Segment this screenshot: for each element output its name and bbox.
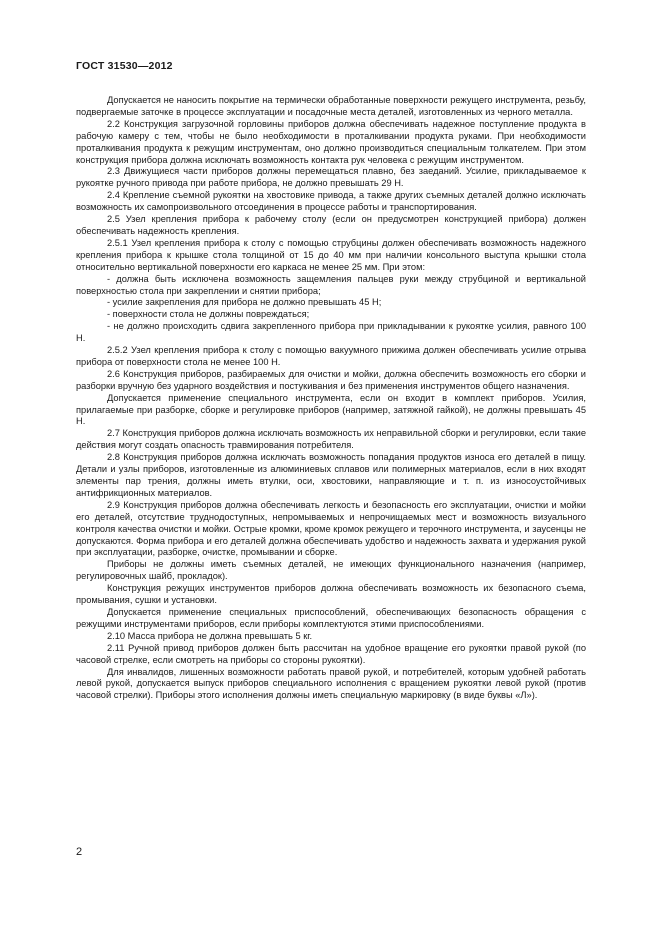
paragraph: Для инвалидов, лишенных возможности работать правой рукой, и потребителей, которым удобней работать левой рукой, допускается выпуск приборов специального исполнения с вращением рукоятки левой рукой (против часовой стрелки). Приборы этого исполнения должны иметь специальную маркировку (в виде буквы «Л»). (76, 666, 586, 701)
paragraph: 2.5 Узел крепления прибора к рабочему столу (если он предусмотрен конструкцией прибора) должен обеспечивать надежность крепления. (76, 214, 586, 236)
list-item: - должна быть исключена возможность защемления пальцев руки между струбциной и вертикальной поверхностью стола при закреплении и снятии прибора; (76, 273, 586, 296)
list-item: - не должно происходить сдвига закрепленного прибора при прикладывании к рукоятке усилия, равного 100 Н. (76, 321, 586, 344)
paragraph: 2.2 Конструкция загрузочной горловины приборов должна обеспечивать надежное поступление продукта в рабочую камеру с тем, чтобы не было необходимости в проталкивании продукта руками. При необходимости проталкивания продукта к режущим инструментам, оно должно производиться специальным толкателем. При этом конструкция прибора должна исключать возможность контакта рук человека с режущим инструментом. (76, 118, 586, 165)
paragraph: 2.5.1 Узел крепления прибора к столу с помощью струбцины должен обеспечивать возможность надежного крепления прибора к крышке стола толщиной от 15 до 40 мм при наличии консольного выступа крышки стола относительно вертикальной поверхности его каркаса не менее 25 мм. При этом: (76, 237, 586, 272)
document-body (76, 95, 586, 702)
paragraph: 2.10 Масса прибора не должна превышать 5 кг. (107, 630, 313, 641)
page-number: 2 (76, 846, 83, 858)
paragraph: 2.7 Конструкция приборов должна исключать возможность их неправильной сборки и регулировки, если такие действия могут создать опасность травмирования потребителя. (76, 428, 586, 451)
paragraph: Приборы не должны иметь съемных деталей, не имеющих функционального назначения (например, регулировочных шайб, прокладок). (76, 559, 586, 582)
paragraph: 2.9 Конструкция приборов должна обеспечивать легкость и безопасность его эксплуатации, очистки и мойки его деталей, отсутствие труднодоступных, непромываемых и непрочищаемых мест и возможность визуального контроля качества очистки и мойки. Острые кромки, кроме кромок режущего и терочного инструмента, и заусенцы не допускаются. Форма прибора и его деталей должна обеспечивать удобство и надежность захвата и удержания рукой при эксплуатации, разборке, очистке, промывании и сборке. (76, 499, 586, 558)
paragraph: Допускается не наносить покрытие на термически обработанные поверхности режущего инструмента, резьбу, подвергаемые заточке в процессе эксплуатации и посадочные места деталей, изготовленных из черного металла. (76, 95, 586, 117)
paragraph: Допускается применение специального инструмента, если он входит в комплект приборов. Усилия, прилагаемые при разборке, сборке и регулировке приборов (например, затяжной гайкой), не должны превышать 45 Н. (76, 392, 586, 427)
paragraph: 2.5.2 Узел крепления прибора к столу с помощью вакуумного прижима должен обеспечивать усилие отрыва прибора от поверхности стола не менее 100 Н. (76, 345, 586, 367)
paragraph: Конструкция режущих инструментов приборов должна обеспечивать возможность их безопасного съема, промывания, сушки и установки. (76, 583, 586, 606)
paragraph: 2.4 Крепление съемной рукоятки на хвостовике привода, а также других съемных деталей должно исключать возможность их самопроизвольного отсоединения в процессе работы и транспортирования. (76, 190, 586, 213)
document-header: ГОСТ 31530—2012 (76, 60, 173, 72)
paragraph: 2.8 Конструкция приборов должна исключать возможность попадания продуктов износа его деталей в пищу. Детали и узлы приборов, изготовленные из алюминиевых сплавов или полимерных материалов, если в них входят элементы пар трения, должны иметь втулки, оси, хвостовики, направляющие и т. п. из износоустойчивых антифрикционных материалов. (76, 452, 586, 498)
paragraph: 2.3 Движущиеся части приборов должны перемещаться плавно, без заеданий. Усилие, прикладываемое к рукоятке ручного привода при работе прибора, не должно превышать 29 Н. (76, 166, 586, 189)
paragraph: 2.6 Конструкция приборов, разбираемых для очистки и мойки, должна обеспечить возможность его сборки и разборки вручную без ударного воздействия и постукивания и без применения инструментов общего назначения. (76, 368, 586, 391)
paragraph: Допускается применение специальных приспособлений, обеспечивающих безопасность обращения с режущими инструментами приборов, если приборы комплектуются этими приспособлениями. (76, 606, 586, 629)
paragraph: 2.11 Ручной привод приборов должен быть рассчитан на удобное вращение его рукоятки правой рукой (по часовой стрелке, если смотреть на приборы со стороны рукоятки). (76, 642, 586, 665)
list-item: - усилие закрепления для прибора не должно превышать 45 Н; (107, 297, 382, 308)
list-item: - поверхности стола не должны повреждаться; (107, 309, 310, 320)
